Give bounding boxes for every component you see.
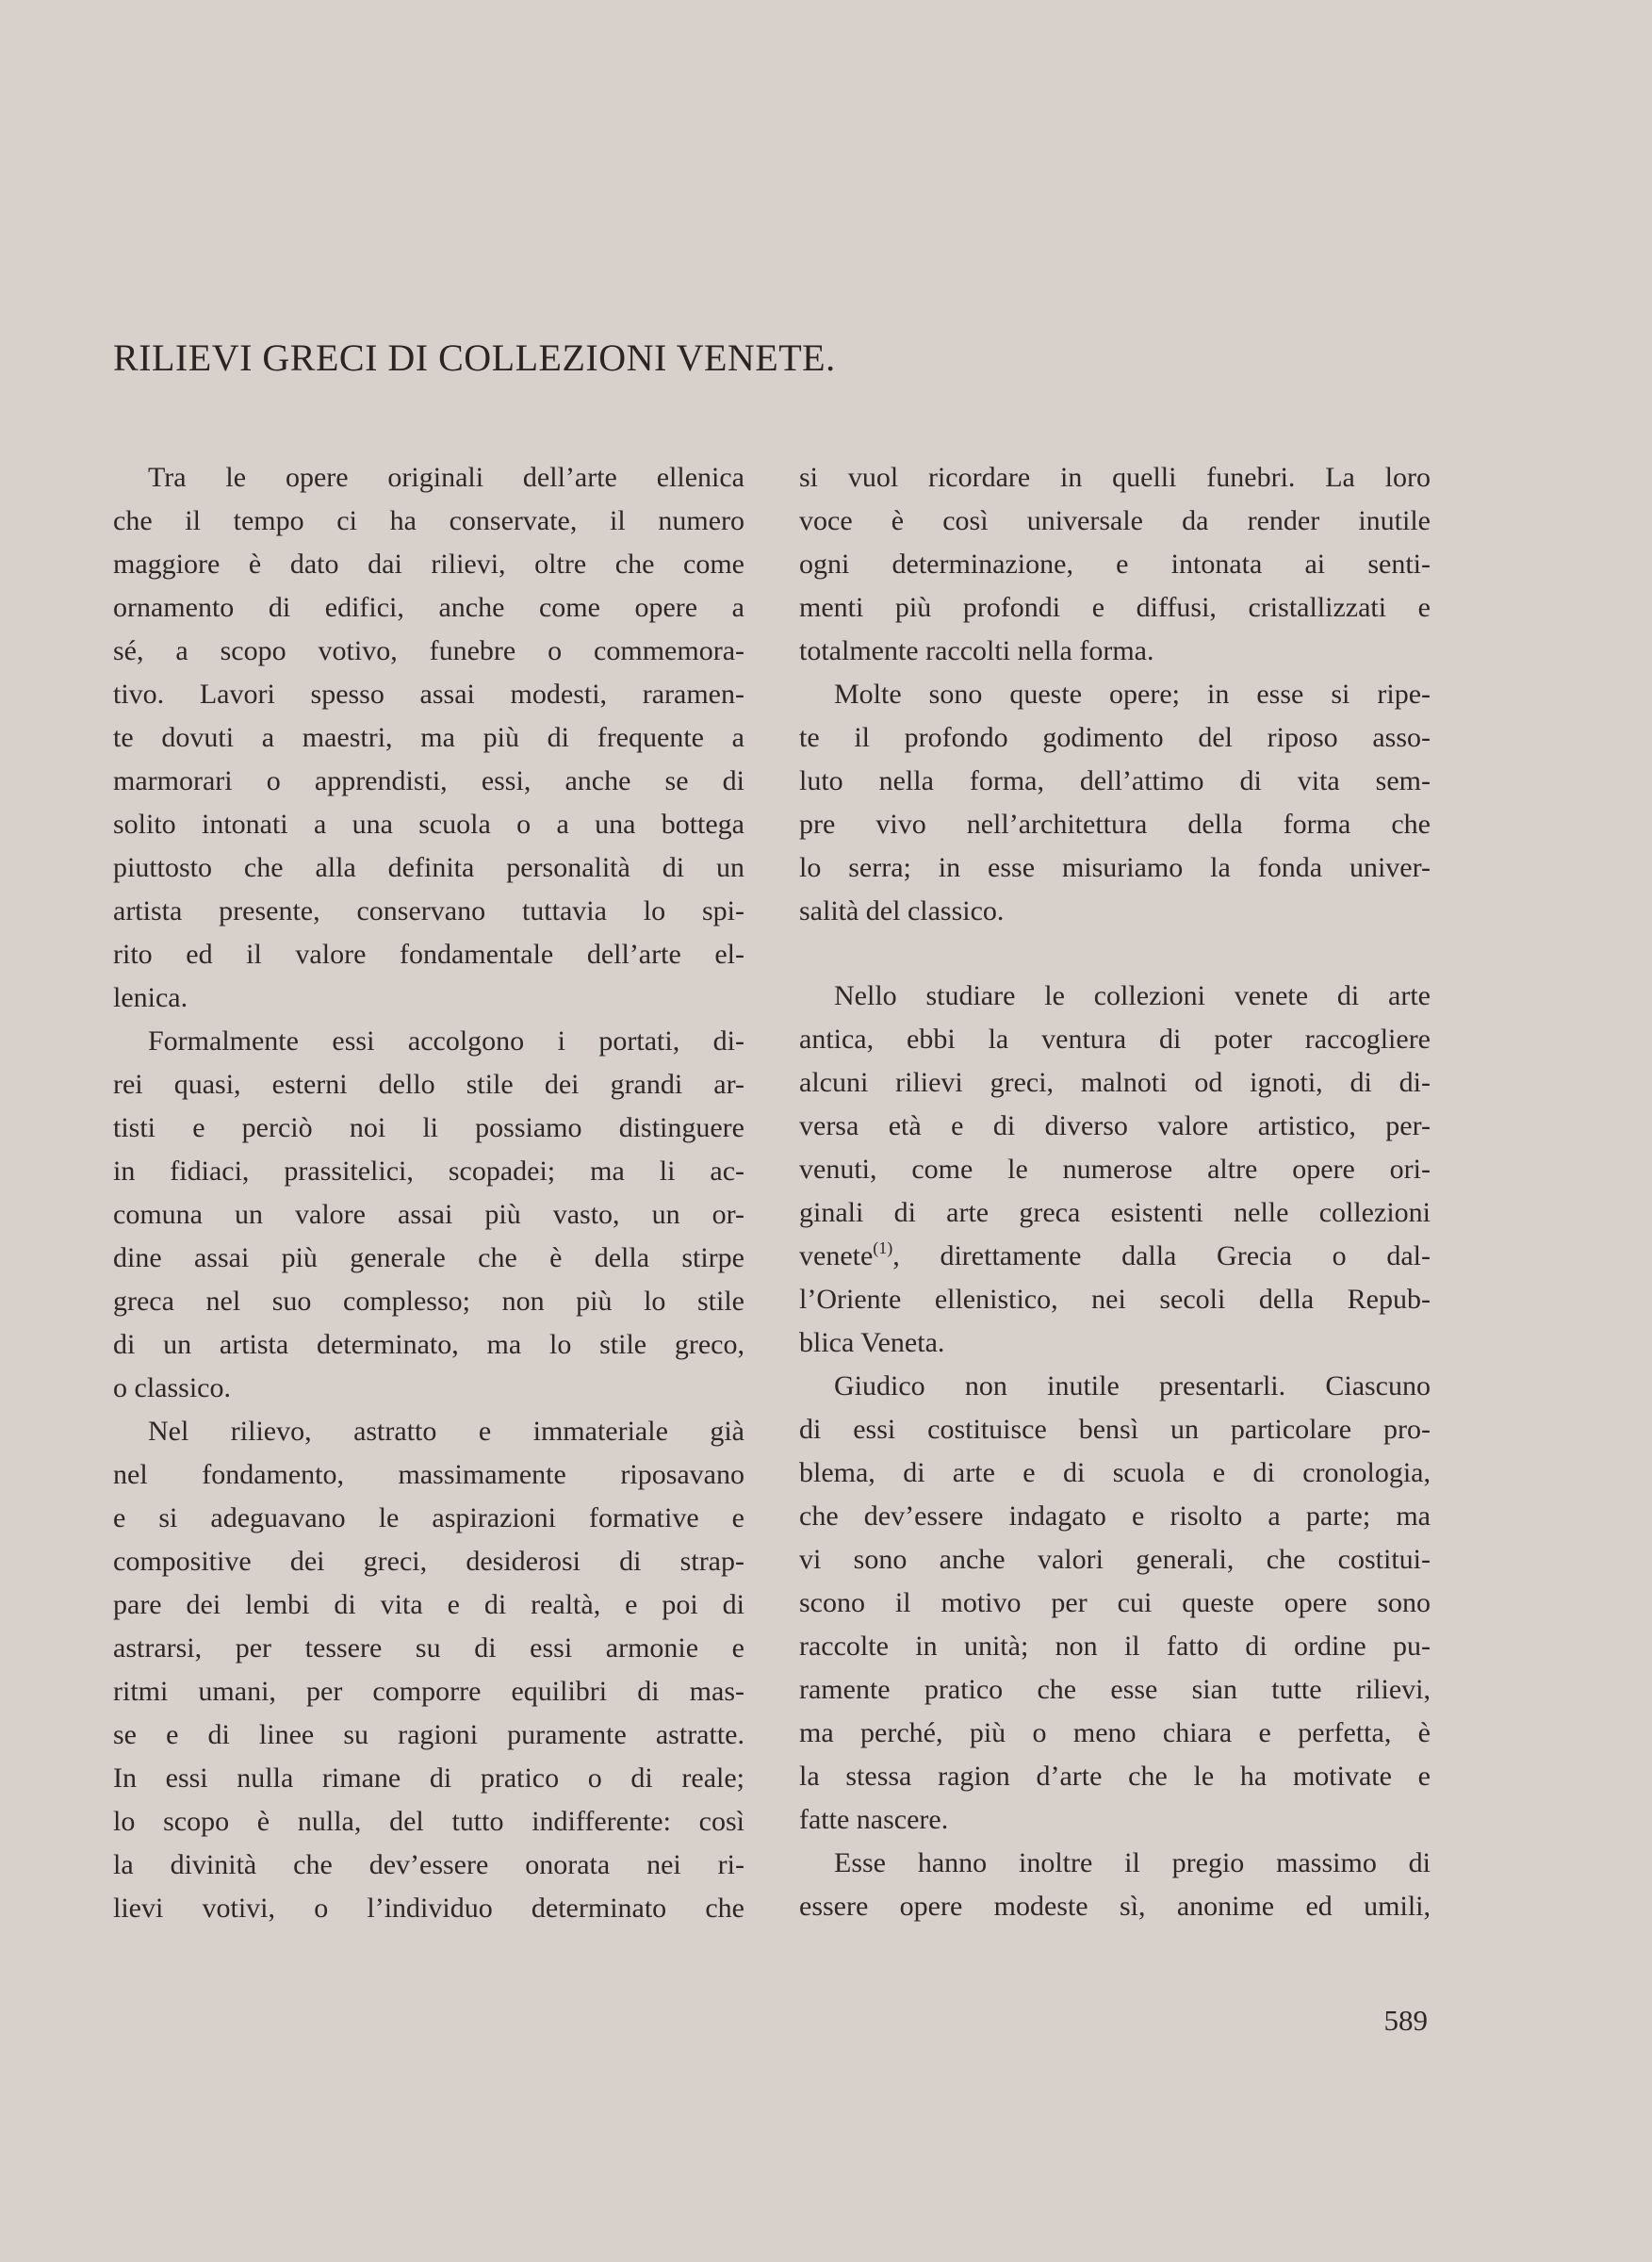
text-line: scono il motivo per cui queste opere sono xyxy=(799,1587,1431,1618)
text-line: salità del classico. xyxy=(799,895,1005,926)
page-number: 589 xyxy=(1383,2004,1428,2037)
text-line: comuna un valore assai più vasto, un or- xyxy=(113,1199,744,1230)
text-line: totalmente raccolti nella forma. xyxy=(799,635,1154,666)
text-line: di un artista determinato, ma lo stile greco, xyxy=(113,1329,744,1360)
footnote-reference[interactable]: (1) xyxy=(873,1238,893,1257)
text-line: raccolte in unità; non il fatto di ordine pu- xyxy=(799,1631,1431,1662)
text-line: In essi nulla rimane di pratico o di reale; xyxy=(113,1762,744,1794)
article-title: RILIEVI GRECI DI COLLEZIONI VENETE. xyxy=(113,336,836,379)
text-line: tisti e perciò noi li possiamo distinguere xyxy=(113,1112,744,1143)
text-line: voce è così universale da render inutile xyxy=(799,505,1431,536)
text-line: versa età e di diverso valore artistico, per- xyxy=(799,1110,1431,1141)
text-line: antica, ebbi la ventura di poter raccogliere xyxy=(799,1024,1431,1055)
text-line: l’Oriente ellenistico, nei secoli della Repub- xyxy=(799,1284,1431,1315)
text-line: lievi votivi, o l’individuo determinato che xyxy=(113,1893,744,1924)
text-line: te dovuti a maestri, ma più di frequente a xyxy=(113,722,744,753)
text-line: sé, a scopo votivo, funebre o commemora- xyxy=(113,635,744,666)
text-line: che dev’essere indagato e risolto a parte; ma xyxy=(799,1500,1431,1532)
text-line: Esse hanno inoltre il pregio massimo di xyxy=(834,1847,1431,1878)
text-line: si vuol ricordare in quelli funebri. La loro xyxy=(799,462,1431,493)
text-line: essere opere modeste sì, anonime ed umili, xyxy=(799,1891,1431,1922)
text-line: menti più profondi e diffusi, cristallizzati e xyxy=(799,592,1431,623)
text-line: fatte nascere. xyxy=(799,1804,949,1835)
text-line: piuttosto che alla definita personalità di un xyxy=(113,852,744,883)
text-line: astrarsi, per tessere su di essi armonie e xyxy=(113,1632,744,1664)
text-line: o classico. xyxy=(113,1372,231,1403)
text-line: in fidiaci, prassitelici, scopadei; ma li ac- xyxy=(113,1156,744,1187)
text-line xyxy=(799,1235,1431,1278)
text-line: dine assai più generale che è della stirpe xyxy=(113,1242,744,1273)
text-line: alcuni rilievi greci, malnoti od ignoti, di di- xyxy=(799,1067,1431,1098)
text-line: blica Veneta. xyxy=(799,1327,945,1358)
text-line: Nello studiare le collezioni venete di arte xyxy=(834,980,1431,1011)
text-line: Tra le opere originali dell’arte ellenica xyxy=(148,462,744,493)
text-line: Giudico non inutile presentarli. Ciascuno xyxy=(834,1370,1431,1401)
text-line: ma perché, più o meno chiara e perfetta, è xyxy=(799,1717,1431,1748)
text-line: se e di linee su ragioni puramente astratte. xyxy=(113,1719,744,1750)
text-line: marmorari o apprendisti, essi, anche se di xyxy=(113,765,744,796)
text-line: nel fondamento, massimamente riposavano xyxy=(113,1459,744,1490)
left-column xyxy=(113,456,744,1930)
text-line: venuti, come le numerose altre opere ori- xyxy=(799,1154,1431,1185)
text-line: Molte sono queste opere; in esse si ripe- xyxy=(834,679,1431,710)
text-line: vi sono anche valori generali, che costitui- xyxy=(799,1544,1431,1575)
text-line: tivo. Lavori spesso assai modesti, raramen- xyxy=(113,679,744,710)
text-line: Nel rilievo, astratto e immateriale già xyxy=(148,1416,744,1447)
text-line: di essi costituisce bensì un particolare pro- xyxy=(799,1414,1431,1445)
text-fragment: venete xyxy=(799,1240,874,1271)
text-line: compositive dei greci, desiderosi di strap- xyxy=(113,1546,744,1577)
text-line: che il tempo ci ha conservate, il numero xyxy=(113,505,744,536)
text-line: ramente pratico che esse sian tutte rilievi, xyxy=(799,1674,1431,1705)
text-fragment: , direttamente dalla Grecia o dal- xyxy=(892,1240,1431,1271)
text-line: ornamento di edifici, anche come opere a xyxy=(113,592,744,623)
text-line: rito ed il valore fondamentale dell’arte el- xyxy=(113,939,744,970)
text-line: greca nel suo complesso; non più lo stile xyxy=(113,1286,744,1317)
text-line: artista presente, conservano tuttavia lo spi- xyxy=(113,895,744,926)
text-line: la divinità che dev’essere onorata nei ri- xyxy=(113,1849,744,1880)
text-line: lenica. xyxy=(113,982,188,1013)
text-line: maggiore è dato dai rilievi, oltre che come xyxy=(113,549,744,580)
text-line: la stessa ragion d’arte che le ha motivate e xyxy=(799,1761,1431,1792)
text-line: lo scopo è nulla, del tutto indifferente: così xyxy=(113,1806,744,1837)
text-line: lo serra; in esse misuriamo la fonda univer- xyxy=(799,852,1431,883)
text-line: pare dei lembi di vita e di realtà, e poi di xyxy=(113,1589,744,1620)
text-line: pre vivo nell’architettura della forma che xyxy=(799,809,1431,840)
right-column xyxy=(799,456,1431,1928)
text-line: ogni determinazione, e intonata ai senti- xyxy=(799,549,1431,580)
text-line: rei quasi, esterni dello stile dei grandi ar- xyxy=(113,1069,744,1100)
text-line: ginali di arte greca esistenti nelle collezioni xyxy=(799,1197,1431,1228)
text-line: ritmi umani, per comporre equilibri di mas- xyxy=(113,1676,744,1707)
text-line: Formalmente essi accolgono i portati, di- xyxy=(148,1025,744,1057)
text-line: e si adeguavano le aspirazioni formative e xyxy=(113,1502,744,1533)
text-line: blema, di arte e di scuola e di cronologia, xyxy=(799,1457,1431,1488)
text-line: luto nella forma, dell’attimo di vita sem- xyxy=(799,765,1431,796)
text-line: te il profondo godimento del riposo asso- xyxy=(799,722,1431,753)
text-line: solito intonati a una scuola o a una bottega xyxy=(113,809,744,840)
